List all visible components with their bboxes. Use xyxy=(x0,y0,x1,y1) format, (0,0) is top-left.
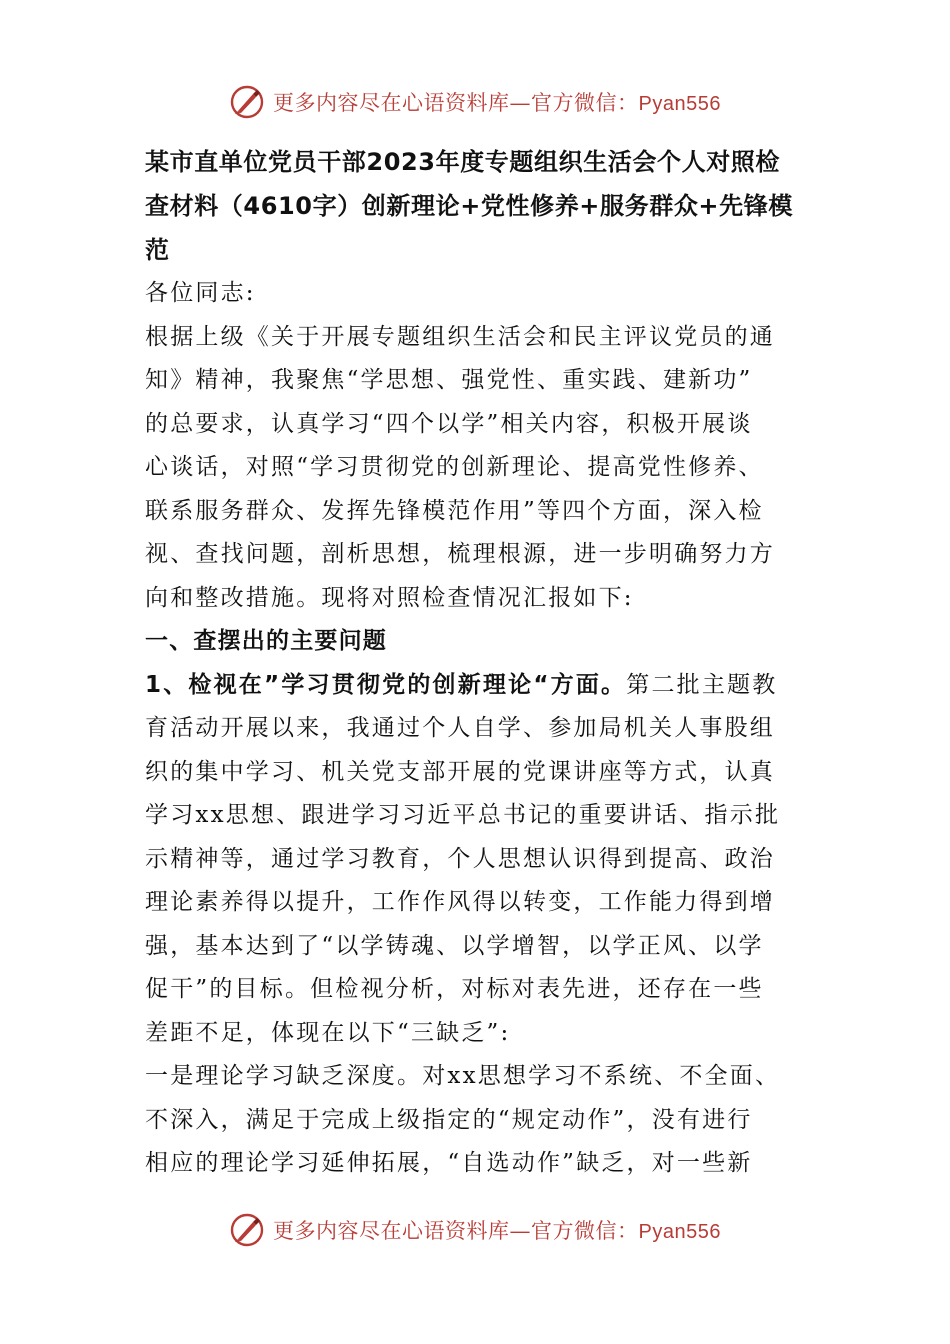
pen-logo-icon xyxy=(229,1212,265,1248)
section-heading: 一、查摆出的主要问题 xyxy=(145,628,387,654)
salutation: 各位同志: xyxy=(145,280,256,306)
pen-logo-icon xyxy=(229,84,265,120)
paragraph-line: 心谈话，对照“学习贯彻党的创新理论、提高党性修养、 xyxy=(145,454,764,480)
title-line: 查材料（4610字）创新理论+党性修养+服务群众+先锋模范 xyxy=(145,192,793,264)
paragraph-line: 织的集中学习、机关党支部开展的党课讲座等方式，认真 xyxy=(145,758,775,785)
banner-text: 更多内容尽在心语资料库—官方微信：Pyan556 xyxy=(273,1219,721,1243)
wechat-id: Pyan556 xyxy=(638,93,721,115)
paragraph-line: 相应的理论学习延伸拓展，“自选动作”缺乏，对一些新 xyxy=(145,1150,753,1176)
item-1-paragraph xyxy=(145,664,815,1056)
intro-paragraph xyxy=(145,316,815,621)
paragraph-line: 示精神等，通过学习教育，个人思想认识得到提高、政治 xyxy=(145,845,775,872)
paragraph-line: 不深入，满足于完成上级指定的“规定动作”，没有进行 xyxy=(145,1106,753,1133)
paragraph-line: 强，基本达到了“以学铸魂、以学增智，以学正风、以学 xyxy=(145,932,764,959)
wechat-id: Pyan556 xyxy=(638,1221,721,1243)
point-1-paragraph xyxy=(145,1055,815,1186)
title-line: 某市直单位党员干部2023年度专题组织生活会个人对照检 xyxy=(145,148,780,176)
paragraph-line: 促干”的目标。但检视分析，对标对表先进，还存在一些 xyxy=(145,976,764,1002)
paragraph-line: 一是理论学习缺乏深度。对xx思想学习不系统、不全面、 xyxy=(145,1063,781,1089)
paragraph-line: 的总要求，认真学习“四个以学”相关内容，积极开展谈 xyxy=(145,410,753,437)
paragraph-line: 理论素养得以提升，工作作风得以转变，工作能力得到增 xyxy=(145,889,775,915)
paragraph-line: 育活动开展以来，我通过个人自学、参加局机关人事股组 xyxy=(145,715,775,741)
paragraph-line: 差距不足，体现在以下“三缺乏”: xyxy=(145,1019,511,1046)
item-1-heading: 1、检视在”学习贯彻党的创新理论“方面。 xyxy=(145,671,627,698)
document-body xyxy=(145,140,815,1186)
paragraph-line: 向和整改措施。现将对照检查情况汇报如下: xyxy=(145,584,634,611)
paragraph-line xyxy=(145,664,815,708)
banner-text: 更多内容尽在心语资料库—官方微信：Pyan556 xyxy=(273,91,721,115)
watermark-banner-bottom xyxy=(0,1210,950,1250)
paragraph-line: 知》精神，我聚焦“学思想、强党性、重实践、建新功” xyxy=(145,367,753,393)
paragraph-line: 视、查找问题，剖析思想，梳理根源，进一步明确努力方 xyxy=(145,541,775,567)
item-1-first-text: 第二批主题教 xyxy=(626,671,778,698)
paragraph-line: 联系服务群众、发挥先锋模范作用”等四个方面，深入检 xyxy=(145,497,764,524)
paragraph-line: 根据上级《关于开展专题组织生活会和民主评议党员的通 xyxy=(145,323,775,350)
watermark-banner-top xyxy=(0,82,950,122)
document-title xyxy=(145,140,815,272)
paragraph-line: 学习xx思想、跟进学习习近平总书记的重要讲话、指示批 xyxy=(145,802,781,828)
